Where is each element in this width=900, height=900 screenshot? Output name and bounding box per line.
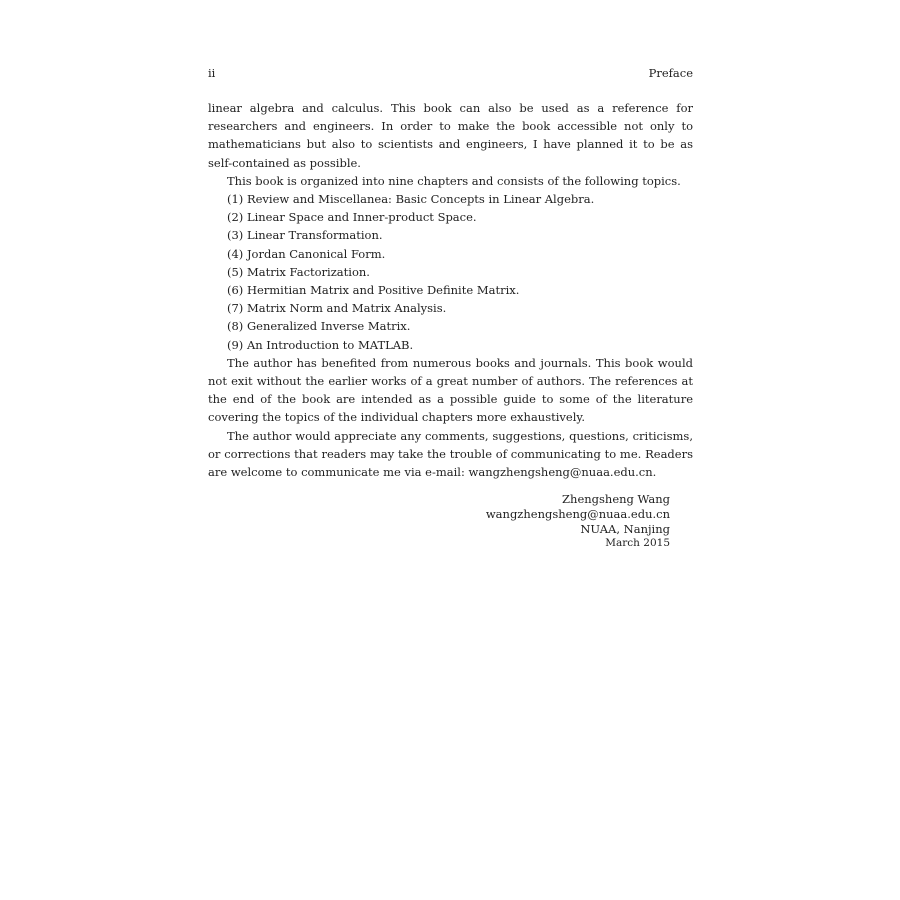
signature-block xyxy=(470,492,670,551)
body-text xyxy=(208,99,693,481)
topic-item: (9) An Introduction to MATLAB. xyxy=(227,337,414,352)
page-number: ii xyxy=(208,66,216,80)
author-email: wangzhengsheng@nuaa.edu.cn xyxy=(485,506,670,521)
topic-list xyxy=(208,190,693,354)
paragraph-feedback: The author would appreciate any comments, suggestions, questions, criticisms, or corrections that readers may take the trouble of communicating to me. Readers are welcome to communicate me via e-mail: wangzhengsheng@nuaa.edu.cn. xyxy=(208,428,693,480)
topic-item: (3) Linear Transformation. xyxy=(227,228,383,243)
author-affiliation: NUAA, Nanjing xyxy=(580,521,670,536)
topic-item: (5) Matrix Factorization. xyxy=(227,264,370,279)
topic-item: (4) Jordan Canonical Form. xyxy=(227,246,386,261)
topic-item: (1) Review and Miscellanea: Basic Concepts in Linear Algebra. xyxy=(227,192,595,207)
author-name: Zhengsheng Wang xyxy=(562,492,670,506)
topic-item: (8) Generalized Inverse Matrix. xyxy=(227,319,411,334)
topic-item: (6) Hermitian Matrix and Positive Definite Matrix. xyxy=(227,283,520,298)
paragraph-acknowledgement: The author has benefited from numerous books and journals. This book would not exit without the earlier works of a great number of authors. The references at the end of the book are intended as a possible guide to some of the literature covering the topics of the individual chapters more exhaustively. xyxy=(208,355,693,425)
section-title: Preface xyxy=(648,66,693,80)
paragraph-intro-continued: linear algebra and calculus. This book can also be used as a reference for researchers and engineers. In order to make the book accessible not only to mathematicians but also to scientists and engineers, I have planned it to be as self-contained as possible. xyxy=(208,101,693,170)
topic-item: (7) Matrix Norm and Matrix Analysis. xyxy=(227,301,447,316)
paragraph-organization: This book is organized into nine chapters and consists of the following topics. xyxy=(227,173,681,188)
topic-item: (2) Linear Space and Inner-product Space. xyxy=(227,210,477,225)
signature-date: March 2015 xyxy=(605,537,670,550)
